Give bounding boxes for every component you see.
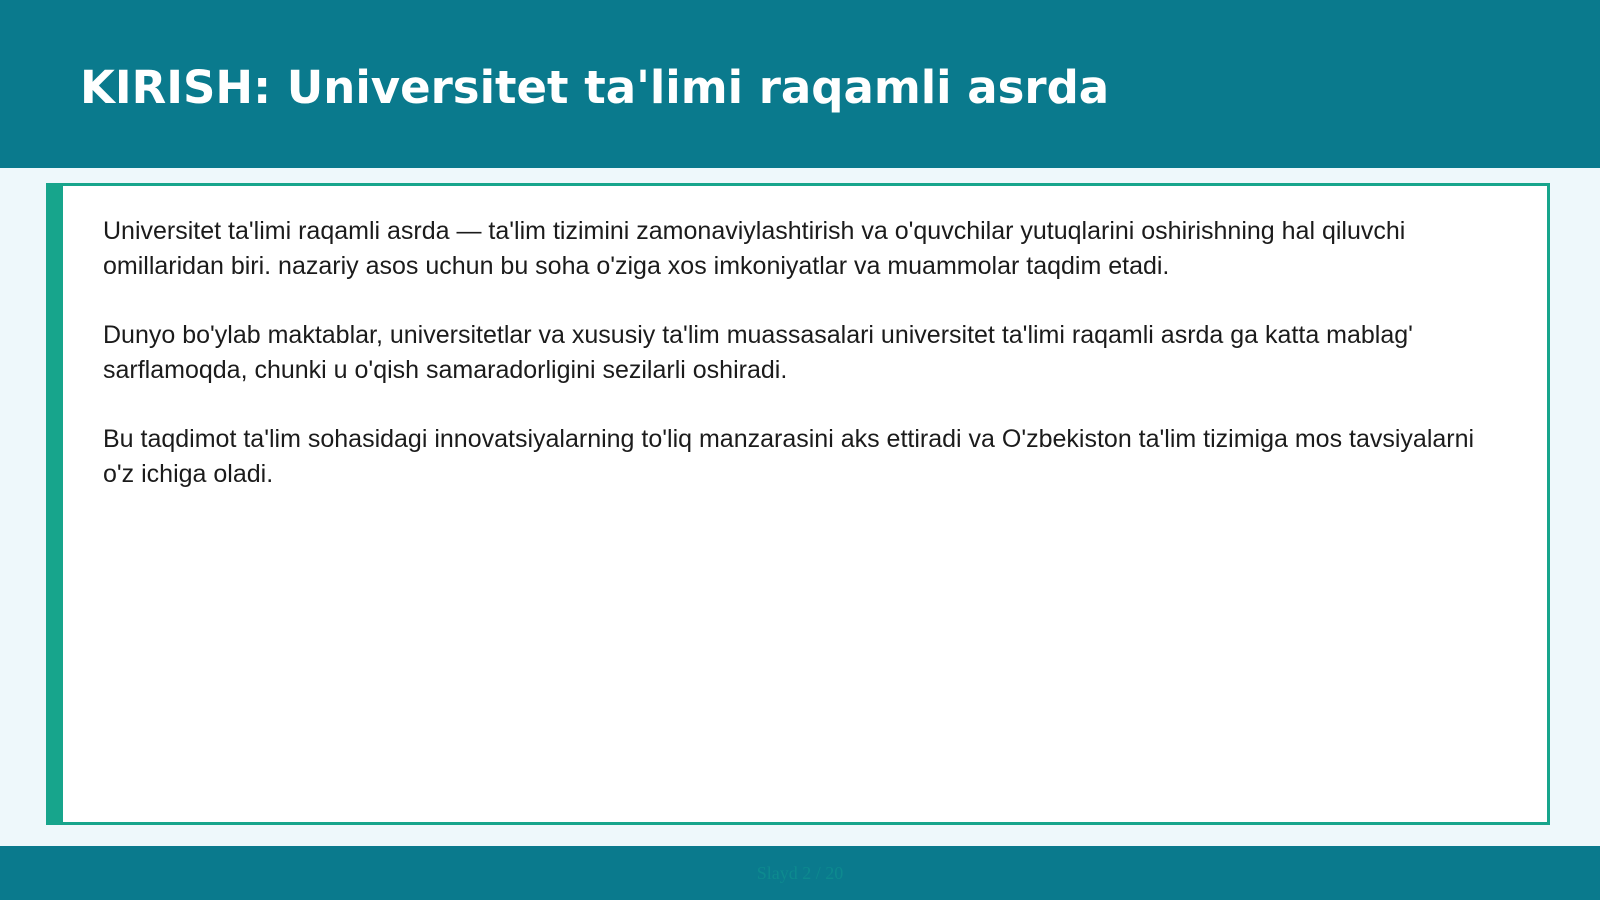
content-text-block [103,214,1503,526]
slide-header [0,0,1600,168]
slide-title: KIRISH: Universitet ta'limi raqamli asrda [80,61,1110,114]
content-card [46,183,1550,825]
slide-number: Slayd 2 / 20 [756,863,844,883]
paragraph-intro: Universitet ta'limi raqamli asrda — ta'lim tizimini zamonaviylashtirish va o'quvchilar yutuqlarini oshirishning hal qiluvchi omillaridan biri. nazariy asos uchun bu soha o'ziga xos imkoniyatlar va muammolar taqdim etadi. [103,217,1406,280]
paragraph-presentation-scope: Bu taqdimot ta'lim sohasidagi innovatsiyalarning to'liq manzarasini aks ettiradi va O'zbekiston ta'lim tizimiga mos tavsiyalarni o'z ichiga oladi. [103,425,1475,488]
paragraph-investment: Dunyo bo'ylab maktablar, universitetlar va xususiy ta'lim muassasalari universitet ta'limi raqamli asrda ga katta mablag' sarflamoqda, chunki u o'qish samaradorligini sezilarli oshiradi. [103,321,1413,384]
slide-footer [0,846,1600,900]
